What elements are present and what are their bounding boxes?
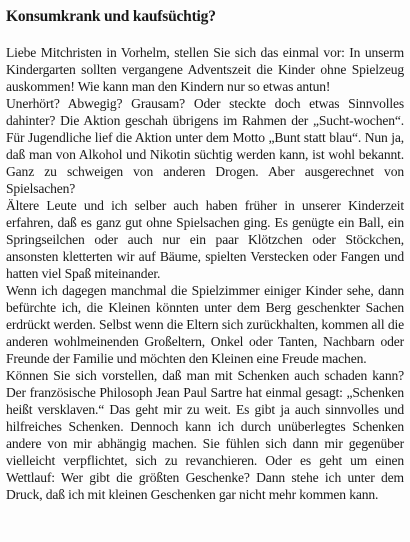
paragraph-kindergarten: Liebe Mitchristen in Vorhelm, stellen Sie sich das einmal vor: In unserm Kindergarten sollten vergangene Adventszeit die Kinder ohne Spielzeug auskommen! Wie kann man den Kindern nur so etwas antun!: [6, 45, 404, 94]
paragraph-suchtwochen: Unerhört? Abwegig? Grausam? Oder steckte doch etwas Sinnvolles dahinter? Die Aktion geschah übrigens im Rahmen der „Sucht-wochen“. Für Jugendliche lief die Aktion unter dem Motto „Bunt statt blau“. Nun ja, daß man von Alkohol und Nikotin süchtig werden kann, ist wohl bekannt. Ganz zu schweigen von anderen Drogen. Aber ausgerechnet von Spielsachen?: [6, 96, 404, 196]
article-body: [6, 44, 404, 503]
paragraph-spielzimmer: Wenn ich dagegen manchmal die Spielzimmer einiger Kinder sehe, dann befürchte ich, die Kleinen könnten unter dem Berg geschenkter Sachen erdrückt werden. Selbst wenn die Eltern sich zurückhalten, kommen all die anderen wohlmeinenden Großeltern, Onkel oder Tanten, Nachbarn oder Freunde der Familie und möchten den Kleinen eine Freude machen.: [6, 283, 404, 366]
paragraph-kinderzeit: Ältere Leute und ich selber auch haben früher in unserer Kinderzeit erfahren, daß es ganz gut ohne Spielsachen ging. Es genügte ein Ball, ein Springseilchen oder auch nur ein paar Klötzchen oder Stöckchen, ansonsten kletterten wir auf Bäume, spielten Verstecken oder Fangen und hatten viel Spaß miteinander.: [6, 198, 404, 281]
article-title: Konsumkrank und kaufsüchtig?: [6, 8, 216, 25]
paragraph-schenken: Können Sie sich vorstellen, daß man mit Schenken auch schaden kann? Der französische Philosoph Jean Paul Sartre hat einmal gesagt: „Schenken heißt versklaven.“ Das geht mir zu weit. Es gibt ja auch sinnvolles und hilfreiches Schenken. Dennoch kann ich durch unüberlegtes Schenken andere von mir abhängig machen. Sie fühlen sich dann mir gegenüber vielleicht verpflichtet, sich zu revanchieren. Oder es geht um einen Wettlauf: Wer gibt die größten Geschenke? Dann stehe ich unter dem Druck, daß ich mit kleinen Geschenken gar nicht mehr kommen kann.: [6, 368, 404, 502]
